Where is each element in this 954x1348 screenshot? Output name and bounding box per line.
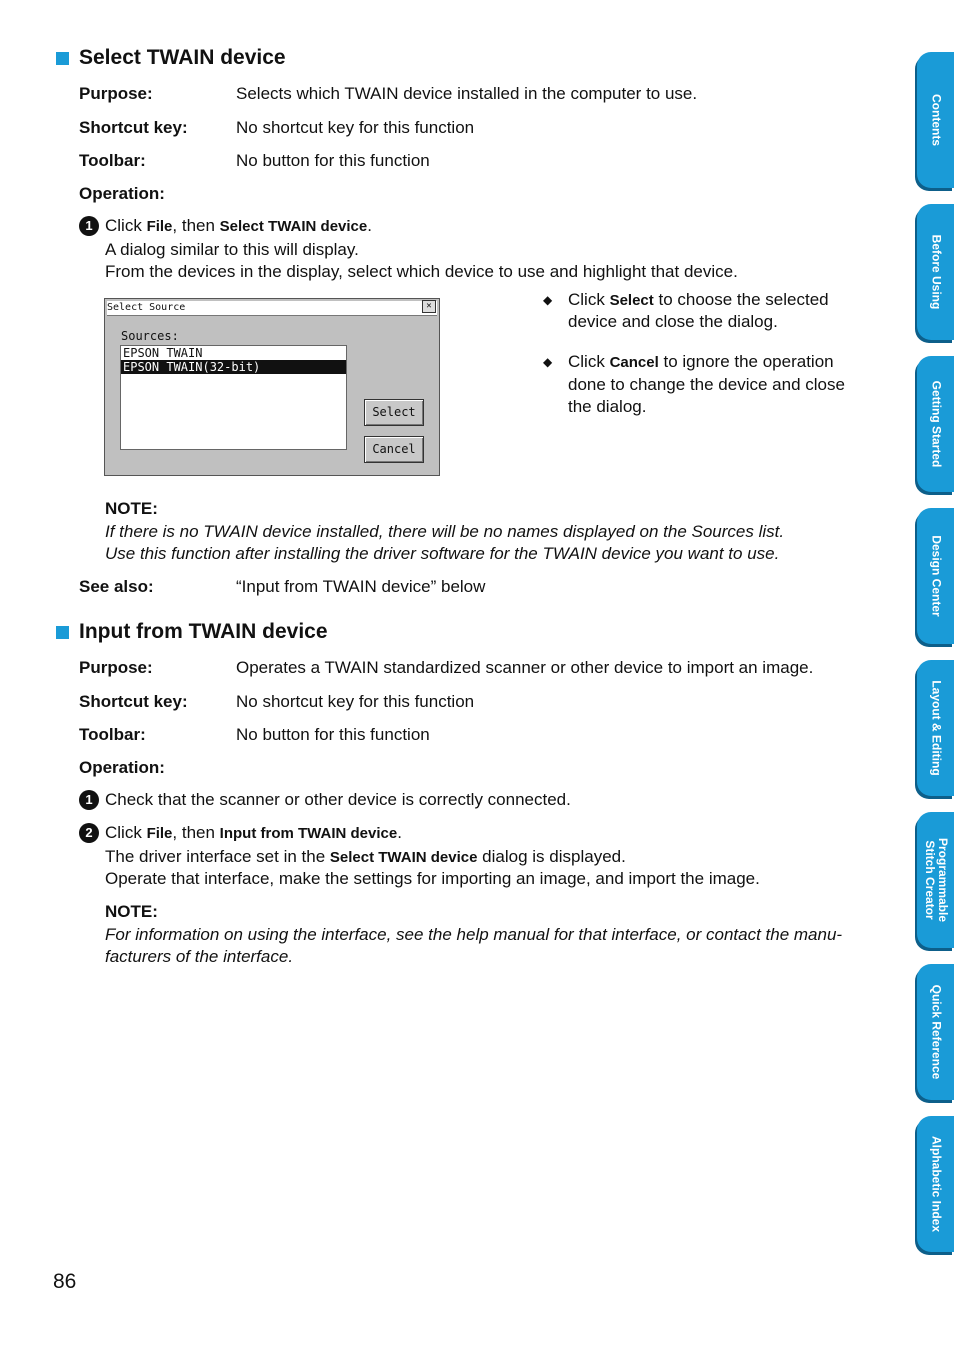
bullet-text-part: Click (568, 290, 610, 309)
diamond-bullet-icon: ◆ (543, 355, 553, 369)
step-detail: Operate that interface, make the settings for importing an image, and import the image. (105, 869, 760, 888)
note-line: Use this function after installing the driver software for the TWAIN device you want to use. (105, 544, 780, 563)
bullet-text (568, 289, 829, 312)
section-title-text: Select TWAIN device (79, 46, 286, 69)
see-also-label: See also: (79, 577, 154, 596)
step-text: . (397, 823, 402, 842)
note-line: For information on using the interface, see the help manual for that interface, or contact the manu- (105, 925, 843, 944)
section-title-text: Input from TWAIN device (79, 620, 328, 643)
cancel-ref: Cancel (609, 354, 659, 371)
step-text: , then (172, 823, 220, 842)
bullet-text: the dialog. (568, 397, 647, 416)
section-title-input-twain (56, 620, 328, 644)
see-also-value: “Input from TWAIN device” below (236, 577, 486, 596)
purpose-label: Purpose: (79, 84, 153, 103)
bullet-text: done to change the device and close (568, 375, 845, 394)
shortcut-label: Shortcut key: (79, 692, 188, 711)
close-icon: ✕ (422, 300, 436, 313)
tab-before-using[interactable] (917, 204, 954, 340)
tab-getting-started[interactable] (917, 356, 954, 492)
toolbar-label: Toolbar: (79, 725, 146, 744)
page-number: 86 (53, 1270, 77, 1293)
sources-label: Sources: (121, 329, 179, 343)
square-bullet-icon (56, 52, 69, 65)
menu-command-ref: Input from TWAIN device (219, 825, 398, 842)
purpose-label: Purpose: (79, 658, 153, 677)
tab-design-center[interactable] (917, 508, 954, 644)
bullet-text-part: to choose the selected (653, 290, 829, 309)
dialog-ref: Select TWAIN device (329, 849, 478, 866)
list-item-selected: EPSON TWAIN(32-bit) (121, 360, 346, 374)
toolbar-label: Toolbar: (79, 151, 146, 170)
purpose-value: Operates a TWAIN standardized scanner or other device to import an image. (236, 658, 814, 677)
select-button: Select (364, 399, 424, 426)
bullet-text (568, 351, 834, 374)
tab-label: Quick Reference (929, 984, 943, 1080)
step-text: , then (172, 216, 220, 235)
note-label: NOTE: (105, 902, 158, 921)
tab-contents[interactable] (917, 52, 954, 188)
tab-quick-reference[interactable] (917, 964, 954, 1100)
tab-label: Getting Started (929, 380, 943, 468)
step-text: Click (105, 216, 147, 235)
tab-layout-editing[interactable] (917, 660, 954, 796)
step-instruction (105, 215, 372, 238)
step-detail (105, 846, 626, 869)
operation-label: Operation: (79, 184, 165, 203)
shortcut-value: No shortcut key for this function (236, 692, 475, 711)
step-number-badge: 1 (79, 216, 99, 236)
tab-label: Layout & Editing (929, 680, 943, 776)
operation-label: Operation: (79, 758, 165, 777)
menu-file-ref: File (146, 825, 173, 842)
toolbar-value: No button for this function (236, 151, 430, 170)
purpose-value: Selects which TWAIN device installed in the computer to use. (236, 84, 698, 103)
tab-programmable-stitch-creator[interactable] (917, 812, 954, 948)
note-label: NOTE: (105, 499, 158, 518)
bullet-text: device and close the dialog. (568, 312, 778, 331)
diamond-bullet-icon: ◆ (543, 293, 553, 307)
menu-command-ref: Select TWAIN device (219, 218, 368, 235)
bullet-text-part: Click (568, 352, 610, 371)
note-line: If there is no TWAIN device installed, there will be no names displayed on the Sources list. (105, 522, 785, 541)
list-item: EPSON TWAIN (123, 346, 203, 360)
step-text: The driver interface set in the (105, 847, 330, 866)
shortcut-value: No shortcut key for this function (236, 118, 475, 137)
tab-label: Alphabetic Index (929, 1135, 943, 1233)
cancel-button: Cancel (364, 436, 424, 463)
select-ref: Select (609, 292, 654, 309)
shortcut-label: Shortcut key: (79, 118, 188, 137)
tab-label: Before Using (929, 234, 943, 310)
step-text: dialog is displayed. (477, 847, 626, 866)
sources-list (120, 345, 347, 450)
note-line: facturers of the interface. (105, 947, 294, 966)
step-text: . (367, 216, 372, 235)
tab-label: Design Center (929, 535, 943, 617)
note-text (105, 521, 905, 565)
menu-file-ref: File (146, 218, 173, 235)
square-bullet-icon (56, 626, 69, 639)
toolbar-value: No button for this function (236, 725, 430, 744)
section-title-select-twain (56, 46, 286, 70)
select-source-dialog (104, 298, 440, 476)
tab-label: Programmable Stitch Creator (922, 837, 950, 923)
step-detail: From the devices in the display, select which device to use and highlight that device. (105, 262, 738, 281)
step-instruction (105, 822, 402, 845)
step-text: Click (105, 823, 147, 842)
step-number-badge: 1 (79, 790, 99, 810)
note-text (105, 924, 905, 968)
bullet-text-part: to ignore the operation (658, 352, 834, 371)
step-number-badge: 2 (79, 823, 99, 843)
tab-label: Contents (929, 94, 943, 146)
step-instruction: Check that the scanner or other device is correctly connected. (105, 790, 571, 809)
step-detail: A dialog similar to this will display. (105, 240, 359, 259)
dialog-title: Select Source (107, 301, 437, 316)
tab-alphabetic-index[interactable] (917, 1116, 954, 1252)
